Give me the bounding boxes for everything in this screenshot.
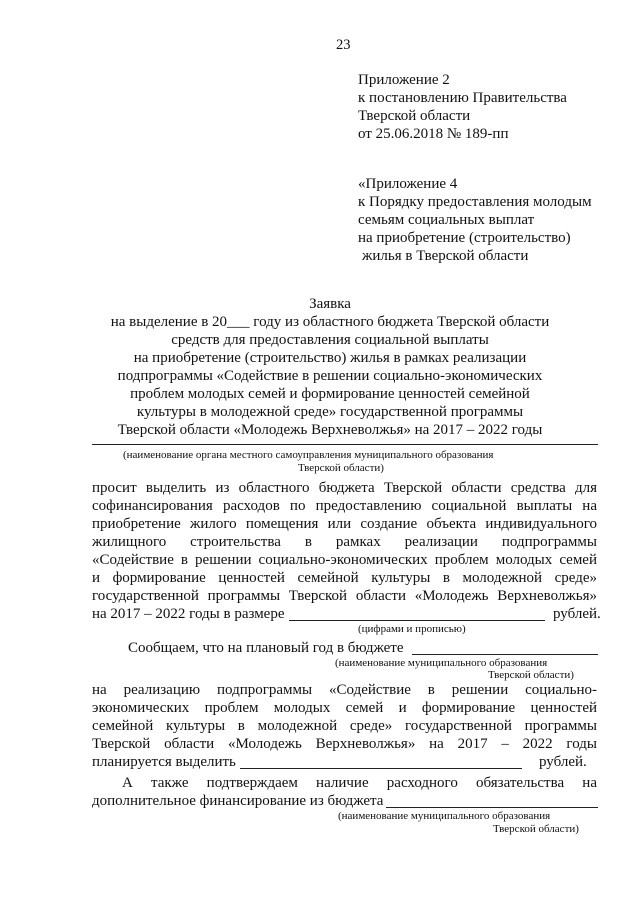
paragraph-line: семейной культуры в молодежной среде» государственной программы (92, 718, 597, 734)
caption-org-line1: (наименование органа местного самоуправления муниципального образования (123, 449, 494, 461)
title-line: на выделение в 20___ году из областного бюджета Тверской области (110, 314, 550, 330)
org-name-fill-line (92, 444, 598, 445)
caption-municipality-1-line2: Тверской области) (488, 669, 574, 681)
paragraph-line: приобретение жилого помещения или создание объекта индивидуального (92, 516, 597, 532)
caption-municipality-1-line1: (наименование муниципального образования (335, 657, 548, 669)
appendix-sub-line: на приобретение (строительство) (358, 230, 571, 246)
title-line: на приобретение (строительство) жилья в рамках реализации (133, 350, 527, 366)
allocation-fill-line (240, 768, 522, 769)
paragraph-line: софинансирования расходов по предоставлению социальной выплаты на (92, 498, 597, 514)
paragraph-line: жилищного строительства в рамках реализации подпрограммы (92, 534, 597, 550)
appendix-header-line: Тверской области (358, 108, 471, 124)
municipality-fill-line-1 (412, 654, 598, 655)
allocation-currency: рублей. (539, 754, 587, 770)
title-line: Тверской области «Молодежь Верхневолжья» на 2017 – 2022 годы (117, 422, 543, 438)
paragraph-line: и формирование ценностей семейной культуры в молодежной среде» (92, 570, 597, 586)
paragraph-line: «Содействие в решении социально-экономических проблем молодых семей (92, 552, 597, 568)
appendix-header-line: к постановлению Правительства (358, 90, 567, 106)
paragraph-line: экономических проблем молодых семей и формирование ценностей (92, 700, 597, 716)
appendix-sub-line: семьям социальных выплат (358, 212, 535, 228)
obligation-line: А также подтверждаем наличие расходного обязательства на (122, 775, 597, 791)
paragraph-line: просит выделить из областного бюджета Тверской области средства для (92, 480, 597, 496)
caption-org-line2: Тверской области) (298, 462, 384, 474)
caption-amount: (цифрами и прописью) (358, 623, 466, 635)
amount-fill-line (289, 620, 545, 621)
appendix-header-line: Приложение 2 (358, 72, 450, 88)
obligation-line: дополнительное финансирование из бюджета (92, 793, 384, 809)
planned-year-label: Сообщаем, что на плановый год в бюджете (128, 640, 404, 656)
page-number: 23 (336, 37, 351, 53)
appendix-sub-line: к Порядку предоставления молодым (358, 194, 592, 210)
amount-currency: рублей. (553, 606, 601, 622)
title-line: средств для предоставления социальной выплаты (171, 332, 489, 348)
paragraph-line: государственной программы Тверской области «Молодежь Верхневолжья» (92, 588, 597, 604)
amount-label: на 2017 – 2022 годы в размере (92, 606, 285, 622)
appendix-header-line: от 25.06.2018 № 189-пп (358, 126, 509, 142)
title-line: культуры в молодежной среде» государственной программы (136, 404, 524, 420)
paragraph-line: на реализацию подпрограммы «Содействие в решении социально- (92, 682, 597, 698)
caption-municipality-2-line2: Тверской области) (493, 823, 579, 835)
planned-allocation-label: планируется выделить (92, 754, 236, 770)
appendix-sub-line: жилья в Тверской области (362, 248, 529, 264)
title-heading: Заявка (309, 296, 351, 312)
caption-municipality-2-line1: (наименование муниципального образования (338, 810, 551, 822)
title-line: подпрограммы «Содействие в решении социально-экономических (117, 368, 543, 384)
appendix-sub-line: «Приложение 4 (358, 176, 458, 192)
title-line: проблем молодых семей и формирование ценностей семейной (130, 386, 530, 402)
municipality-fill-line-2 (386, 807, 598, 808)
paragraph-line: Тверской области «Молодежь Верхневолжья» на 2017 – 2022 годы (92, 736, 597, 752)
